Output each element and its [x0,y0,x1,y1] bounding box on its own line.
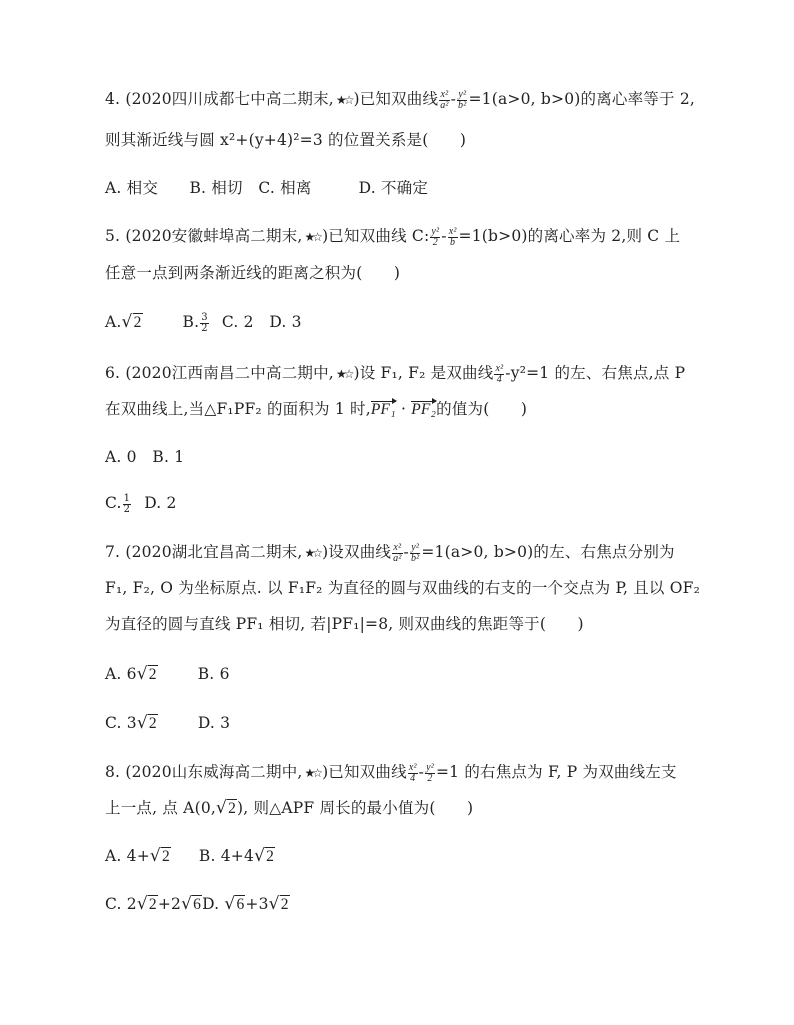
sqrt: √2 [136,713,157,733]
vector-pf2: PF₂ [411,399,436,421]
fraction: $\frac{\text{x²}}{\text{a²}}$ [440,88,449,111]
fraction: $\frac{3}{2}$ [201,311,208,334]
q8-options-1: A. 4+√2 B. 4+4√2 [105,846,275,866]
fraction: $\frac{\text{x²}}{\text{a²}}$ [393,541,402,564]
fraction: $\frac{1}{2}$ [123,492,131,515]
vector-pf1: PF₁ [371,399,396,421]
sqrt: √2 [216,798,237,818]
q4-line-1: 4. (2020四川成都七中高二期末, ★☆ )已知双曲线 $\frac{\text{x²}}{\text{a²}}$ - $\frac{\text{y²}}{\text{b²}}$ =1(a>0, b>0)的离心率等于 2, [105,88,696,111]
q7-options-2: C. 3√2 D. 3 [105,713,231,733]
fraction: $\frac{\text{y²}}{2}$ [426,761,434,784]
difficulty-star-icon: ★☆ [304,546,321,560]
sqrt: √2 [149,846,170,866]
q7-options-1: A. 6√2 B. 6 [105,664,230,684]
sqrt: √2 [136,894,157,914]
sqrt: √2 [254,846,275,866]
fraction: $\frac{\text{y²}}{2}$ [431,225,440,248]
fraction: $\frac{\text{y²}}{\text{b²}}$ [458,88,467,111]
sqrt: √6 [181,894,202,914]
sqrt: √2 [136,664,157,684]
difficulty-star-icon: ★☆ [304,766,321,780]
q5-line-2: 任意一点到两条渐近线的距离之积为( ) [105,264,401,282]
q5-options: A.√2 B. $\frac{3}{2}$ C. 2 D. 3 [105,311,302,334]
q5-line-1: 5. (2020安徽蚌埠高二期末, ★☆ )已知双曲线 C: $\frac{\text{y²}}{2}$ - $\frac{\text{x²}}{b}$ =1(b>0)的离心率为 2,则 C 上 [105,225,681,248]
fraction: $\frac{\text{x²}}{4}$ [495,362,504,385]
q6-options-1: A. 0 B. 1 [105,448,185,466]
q4-options: A. 相交 B. 相切 C. 相离 D. 不确定 [105,179,429,197]
difficulty-star-icon: ★☆ [304,230,321,244]
q8-line-1: 8. (2020山东威海高二期中, ★☆ )已知双曲线 $\frac{\text{x²}}{4}$ - $\frac{\text{y²}}{2}$ =1 的右焦点为 F, P 为双曲线左支 [105,761,677,784]
fraction: $\frac{\text{x²}}{4}$ [408,761,417,784]
q6-line-1: 6. (2020江西南昌二中高二期中, ★☆ )设 F₁, F₂ 是双曲线 $\frac{\text{x²}}{4}$ -y²=1 的左、右焦点,点 P [105,362,686,385]
q7-line-2: F₁, F₂, O 为坐标原点. 以 F₁F₂ 为直径的圆与双曲线的右支的一个交点为 P, 且以 OF₂ [105,579,700,597]
q8-options-2: C. 2√2+2√6D. √6+3√2 [105,894,289,914]
q4-line-2: 则其渐近线与圆 x²+(y+4)²=3 的位置关系是( ) [105,131,467,149]
q6-options-2: C. $\frac{1}{2}$ D. 2 [105,492,177,515]
fraction: $\frac{\text{x²}}{b}$ [448,225,457,248]
sqrt: √2 [268,894,289,914]
difficulty-star-icon: ★☆ [335,367,352,381]
difficulty-star-icon: ★☆ [335,93,352,107]
sqrt: √2 [121,312,142,332]
q7-line-3: 为直径的圆与直线 PF₁ 相切, 若|PF₁|=8, 则双曲线的焦距等于( ) [105,615,584,633]
fraction: $\frac{\text{y²}}{\text{b²}}$ [410,541,420,564]
sqrt: √6 [224,894,245,914]
q7-line-1: 7. (2020湖北宜昌高二期末, ★☆ )设双曲线 $\frac{\text{x²}}{\text{a²}}$ - $\frac{\text{y²}}{\text{b²}}$ =1(a>0, b>0)的左、右焦点分别为 [105,541,675,564]
q8-line-2: 上一点, 点 A(0,√2), 则△APF 周长的最小值为( ) [105,798,474,818]
q6-line-2: 在双曲线上,当△F₁PF₂ 的面积为 1 时,PF₁ · PF₂的值为( ) [105,398,527,421]
